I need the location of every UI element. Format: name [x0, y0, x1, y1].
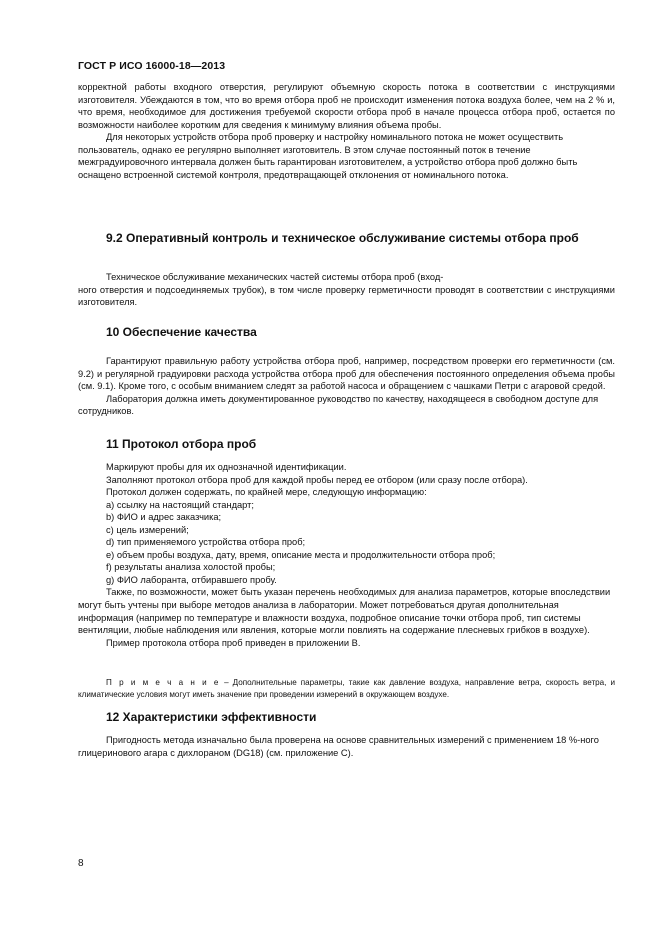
paragraph: Техническое обслуживание механических частей системы отбора проб (вход-: [106, 272, 444, 282]
section-11-text: [78, 461, 615, 649]
list-line: Маркируют пробы для их однозначной идентификации.: [106, 462, 347, 472]
intro-text: [78, 81, 615, 181]
list-item: с) цель измерений;: [106, 524, 189, 535]
section-12-text: [78, 734, 615, 759]
note-text: – Дополнительные параметры, такие как давление воздуха, направление ветра, скорость ветра, и климатические условия могут иметь значение при проведении измерений в окружающем воздухе.: [78, 678, 615, 699]
list-line: Протокол должен содержать, по крайней мере, следующую информацию:: [106, 487, 427, 498]
paragraph: Лаборатория должна иметь документированное руководство по качеству, находящееся в свободном доступе для сотрудников.: [78, 393, 599, 417]
page-number: 8: [78, 858, 84, 869]
list-item: d) тип применяемого устройства отбора проб;: [106, 537, 306, 548]
list-item: а) ссылку на настоящий стандарт;: [106, 499, 254, 510]
section-10-text: [78, 355, 615, 418]
section-9-2-text: [78, 271, 615, 309]
paragraph: Гарантируют правильную работу устройства отбора проб, например, посредством проверки его герметичности (см. 9.2) и регулярной градуировки расхода устройства отбора проб для обеспечения постоянного определения объема пробы (см. 9.1). Кроме того, с особым вниманием следят за работой насоса и обращением с чашками Петри с агаровой средой.: [78, 356, 615, 392]
section-heading-10: 10 Обеспечение качества: [106, 325, 257, 339]
paragraph: корректной работы входного отверстия, регулируют объемную скорость потока в соответствии с инструкциями изготовителя. Убеждаются в том, что во время отбора проб не происходит изменения потока воздуха более, чем на 2 % и, что время, необходимое для достижения требуемой скорости отбора проб в начале процесса отбора проб, остается по возможности наиболее коротким для сведения к минимуму влияния объема пробы.: [78, 82, 615, 130]
section-heading-12: 12 Характеристики эффективности: [106, 710, 317, 724]
list-item: b) ФИО и адрес заказчика;: [106, 512, 222, 523]
list-line: Заполняют протокол отбора проб для каждой пробы перед ее отбором (или сразу после отбора).: [106, 474, 528, 485]
note-label: П р и м е ч а н и е: [106, 678, 221, 687]
list-item: f) результаты анализа холостой пробы;: [106, 562, 276, 573]
section-heading-9-2: 9.2 Оперативный контроль и техническое обслуживание системы отбора проб: [106, 231, 579, 245]
paragraph: ного отверстия и подсоединяемых трубок), в том числе проверку герметичности проводят в соответствии с инструкциями изготовителя.: [78, 284, 615, 308]
list-item: е) объем пробы воздуха, дату, время, описание места и продолжительности отбора проб;: [106, 549, 496, 560]
paragraph: Пригодность метода изначально была проверена на основе сравнительных измерений с применением 18 %-ного глицеринового агара с дихлораном (DG18) (см. приложение С).: [78, 735, 599, 758]
document-header: ГОСТ Р ИСО 16000-18—2013: [78, 60, 226, 72]
paragraph: Также, по возможности, может быть указан перечень необходимых для анализа параметров, которые впоследствии могут быть учтены при выборе методов анализа в лаборатории. Может потребоваться другая дополнительная информация (например по температуре и влажности воздуха, подробное описание точки отбора проб, тип системы вентиляции, любые наблюдения или явления, которые могли повлиять на содержание плесневых грибков в воздухе).: [78, 587, 611, 636]
note: [78, 677, 615, 701]
paragraph: Пример протокола отбора проб приведен в приложении В.: [106, 637, 361, 648]
paragraph: Для некоторых устройств отбора проб проверку и настройку номинального потока не может осуществить пользователь, однако ее регулярно выполняет изготовитель. В этом случае постоянный поток в течение межградуировочного интервала должен быть гарантирован изготовителем, а устройство отбора проб должно быть оснащено встроенной системой контроля, предотвращающей отклонения от номинального потока.: [78, 132, 578, 180]
section-heading-11: 11 Протокол отбора проб: [106, 437, 257, 451]
list-item: g) ФИО лаборанта, отбиравшего пробу.: [106, 574, 277, 585]
